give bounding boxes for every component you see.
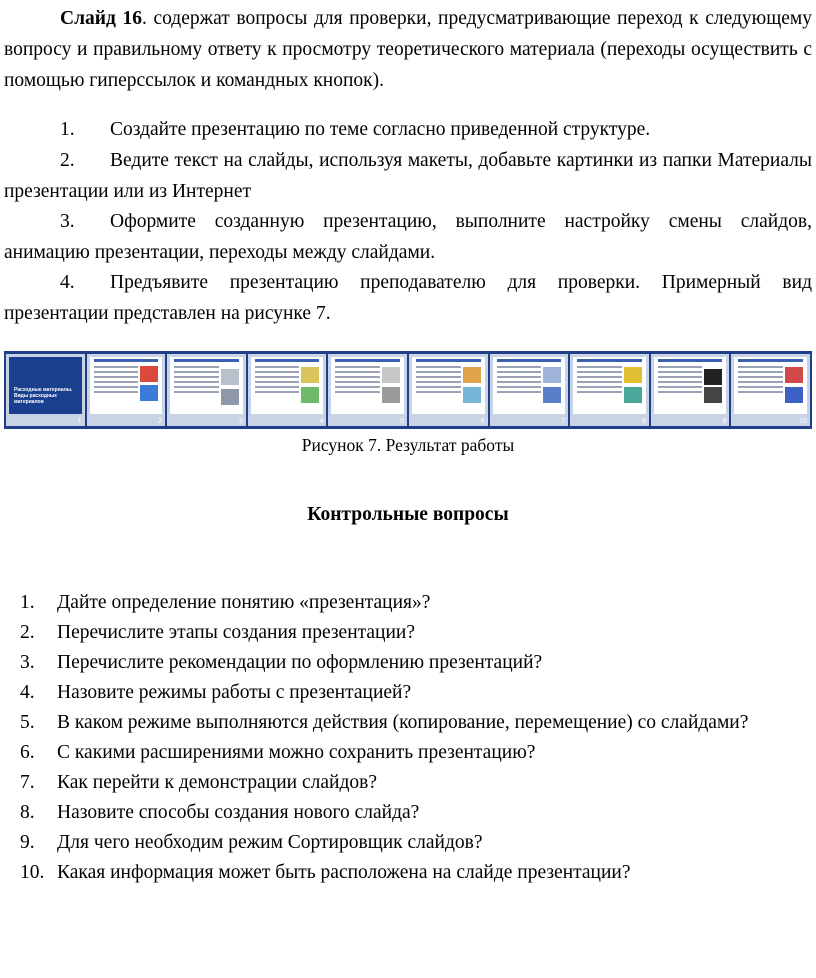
slide-number: 8 <box>641 418 646 425</box>
slide-thumbnail <box>87 354 166 426</box>
slide-thumbnail <box>167 354 246 426</box>
question-text: С какими расширениями можно сохранить презентацию? <box>57 742 536 763</box>
question-item <box>20 588 812 618</box>
question-text: Назовите способы создания нового слайда? <box>57 802 420 823</box>
slide-number: 5 <box>400 418 404 425</box>
step-text: Предъявите презентацию преподавателю для проверки. Примерный вид презентации представлен на рисунке 7. <box>4 272 812 324</box>
question-number: 7. <box>20 772 35 793</box>
question-item <box>20 618 812 648</box>
step-text: Создайте презентацию по теме согласно приведенной структуре. <box>110 119 651 140</box>
step-text: Ведите текст на слайды, используя макеты, добавьте картинки из папки Материалы презентации или из Интернет <box>4 150 812 202</box>
slide-number: 2 <box>158 418 163 425</box>
question-number: 5. <box>20 712 35 733</box>
step-item <box>4 114 812 145</box>
slide-number: 10 <box>799 418 807 425</box>
intro-paragraph <box>4 3 812 96</box>
question-text: Дайте определение понятию «презентация»? <box>57 592 431 613</box>
question-item <box>20 648 812 678</box>
slide-thumbnail <box>490 354 569 426</box>
section-heading: Контрольные вопросы <box>307 504 509 525</box>
step-text: Оформите созданную презентацию, выполните настройку смены слайдов, анимацию презентации, переходы между слайдами. <box>4 211 812 263</box>
question-item <box>20 708 812 738</box>
step-number: 3. <box>60 211 75 232</box>
question-text: Перечислите этапы создания презентации? <box>57 622 416 643</box>
question-item <box>20 678 812 708</box>
step-item <box>4 145 812 207</box>
intro-text: . содержат вопросы для проверки, предусматривающие переход к следующему вопросу и правильному ответу к просмотру теоретического материала (переходы осуществить с помощью гиперссылок и командных кнопок). <box>4 8 812 91</box>
first-slide-title: Расходные материалы. Виды расходных материалов <box>14 387 73 405</box>
question-number: 3. <box>20 652 35 673</box>
step-number: 4. <box>60 272 75 293</box>
step-number: 2. <box>60 150 75 171</box>
slide-thumbnail <box>6 354 85 426</box>
slide-number: 3 <box>238 418 243 425</box>
question-number: 2. <box>20 622 35 643</box>
question-number: 8. <box>20 802 35 823</box>
question-number: 10. <box>20 862 45 883</box>
slide-number: 6 <box>480 418 485 425</box>
question-number: 1. <box>20 592 35 613</box>
question-item <box>20 828 812 858</box>
question-item <box>20 798 812 828</box>
question-number: 9. <box>20 832 35 853</box>
question-number: 6. <box>20 742 35 763</box>
slide-thumbnail <box>409 354 488 426</box>
step-item <box>4 206 812 268</box>
slide-number: 9 <box>722 418 727 425</box>
slide-number: 1 <box>77 418 82 425</box>
intro-bold: Слайд 16 <box>60 8 142 29</box>
question-text: В каком режиме выполняются действия (копирование, перемещение) со слайдами? <box>57 712 749 733</box>
step-item <box>4 267 812 329</box>
question-number: 4. <box>20 682 35 703</box>
question-text: Какая информация может быть расположена на слайде презентации? <box>57 862 631 883</box>
slide-thumbnail <box>248 354 327 426</box>
question-text: Как перейти к демонстрации слайдов? <box>57 772 377 793</box>
question-item <box>20 738 812 768</box>
slide-number: 7 <box>561 418 566 425</box>
step-number: 1. <box>60 119 75 140</box>
question-item <box>20 768 812 798</box>
question-text: Перечислите рекомендации по оформлению презентаций? <box>57 652 543 673</box>
question-item <box>20 858 812 888</box>
questions-list <box>20 588 812 888</box>
question-text: Для чего необходим режим Сортировщик слайдов? <box>57 832 483 853</box>
slide-number: 4 <box>319 418 324 425</box>
figure-caption: Рисунок 7. Результат работы <box>301 435 515 455</box>
slide-thumbnail <box>328 354 407 426</box>
question-text: Назовите режимы работы с презентацией? <box>57 682 412 703</box>
slides-figure <box>4 351 812 429</box>
slide-thumbnail <box>651 354 730 426</box>
slide-thumbnail <box>731 354 810 426</box>
slide-thumbnail <box>570 354 649 426</box>
